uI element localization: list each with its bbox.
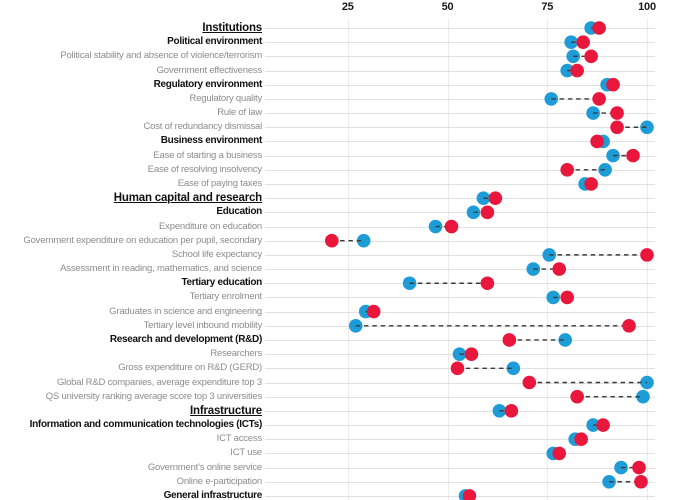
- row-label: QS university ranking average score top 3 universities: [45, 390, 262, 402]
- x-axis-tick-label: 50: [441, 1, 454, 13]
- row-label: Global R&D companies, average expenditure top 3: [56, 376, 262, 388]
- red-dot: [570, 64, 584, 78]
- row-label: Human capital and research: [113, 192, 262, 205]
- red-dot: [552, 262, 566, 276]
- red-dot: [481, 206, 495, 220]
- row-label: Ease of starting a business: [153, 149, 262, 161]
- row-label: Business environment: [160, 135, 262, 147]
- red-dot: [610, 120, 624, 134]
- red-dot: [584, 50, 598, 64]
- red-dot: [590, 135, 604, 149]
- row-label: Tertiary level inbound mobility: [143, 319, 262, 331]
- row-label: Cost of redundancy dismissal: [143, 121, 262, 133]
- row-label: General infrastructure: [163, 489, 262, 500]
- row-label: ICT use: [230, 447, 262, 459]
- red-dot: [570, 390, 584, 404]
- red-dot: [367, 305, 381, 319]
- row-label: Tertiary education: [181, 277, 262, 289]
- row-label: Regulatory environment: [153, 78, 262, 90]
- red-dot: [576, 35, 590, 49]
- red-dot: [584, 177, 598, 191]
- row-label: Institutions: [202, 22, 262, 34]
- red-dot: [465, 347, 479, 361]
- red-dot: [522, 376, 536, 390]
- row-label: Gross expenditure on R&D (GERD): [118, 362, 262, 374]
- red-dot: [634, 475, 648, 489]
- row-label: Assessment in reading, mathematics, and science: [60, 263, 262, 275]
- row-label: Regulatory quality: [189, 92, 262, 104]
- row-label: Graduates in science and engineering: [109, 305, 262, 317]
- red-dot: [632, 461, 646, 475]
- row-label: School life expectancy: [171, 248, 262, 260]
- row-label: Research and development (R&D): [109, 333, 262, 345]
- row-label: Ease of paying taxes: [177, 177, 262, 189]
- x-axis-tick-label: 100: [638, 1, 656, 13]
- row-label: Infrastructure: [190, 404, 262, 417]
- red-dot: [626, 149, 640, 163]
- row-label: Education: [216, 206, 262, 218]
- x-axis-tick-label: 75: [541, 1, 554, 13]
- red-dot: [560, 291, 574, 305]
- red-dot: [505, 404, 519, 418]
- row-label: Ease of resolving insolvency: [147, 163, 262, 175]
- row-label: Government effectiveness: [156, 64, 262, 76]
- row-label: Government expenditure on education per pupil, secondary: [23, 234, 262, 246]
- red-dot: [606, 78, 620, 92]
- red-dot: [451, 362, 465, 376]
- red-dot: [560, 163, 574, 177]
- row-label: Online e-participation: [176, 475, 262, 487]
- row-label: Expenditure on education: [159, 220, 262, 232]
- red-dot: [592, 92, 606, 106]
- x-axis-tick-label: 25: [341, 1, 354, 13]
- red-dot: [622, 319, 636, 333]
- row-label: Information and communication technologies (ICTs): [29, 419, 262, 431]
- red-dot: [503, 333, 517, 347]
- red-dot: [325, 234, 339, 248]
- row-label: ICT access: [216, 433, 262, 445]
- row-label: Rule of law: [217, 107, 262, 119]
- red-dot: [596, 418, 610, 432]
- row-label: Political environment: [167, 36, 262, 48]
- row-label: Tertiary enrolment: [189, 291, 262, 303]
- red-dot: [592, 21, 606, 35]
- red-dot: [574, 432, 588, 446]
- row-label: Government's online service: [147, 461, 262, 473]
- red-dot: [640, 248, 654, 262]
- red-dot: [489, 191, 503, 205]
- red-dot: [481, 276, 495, 290]
- red-dot: [610, 106, 624, 120]
- red-dot: [445, 220, 459, 234]
- row-label: Researchers: [210, 348, 262, 360]
- row-label: Political stability and absence of violence/terrorism: [60, 50, 262, 62]
- red-dot: [552, 447, 566, 461]
